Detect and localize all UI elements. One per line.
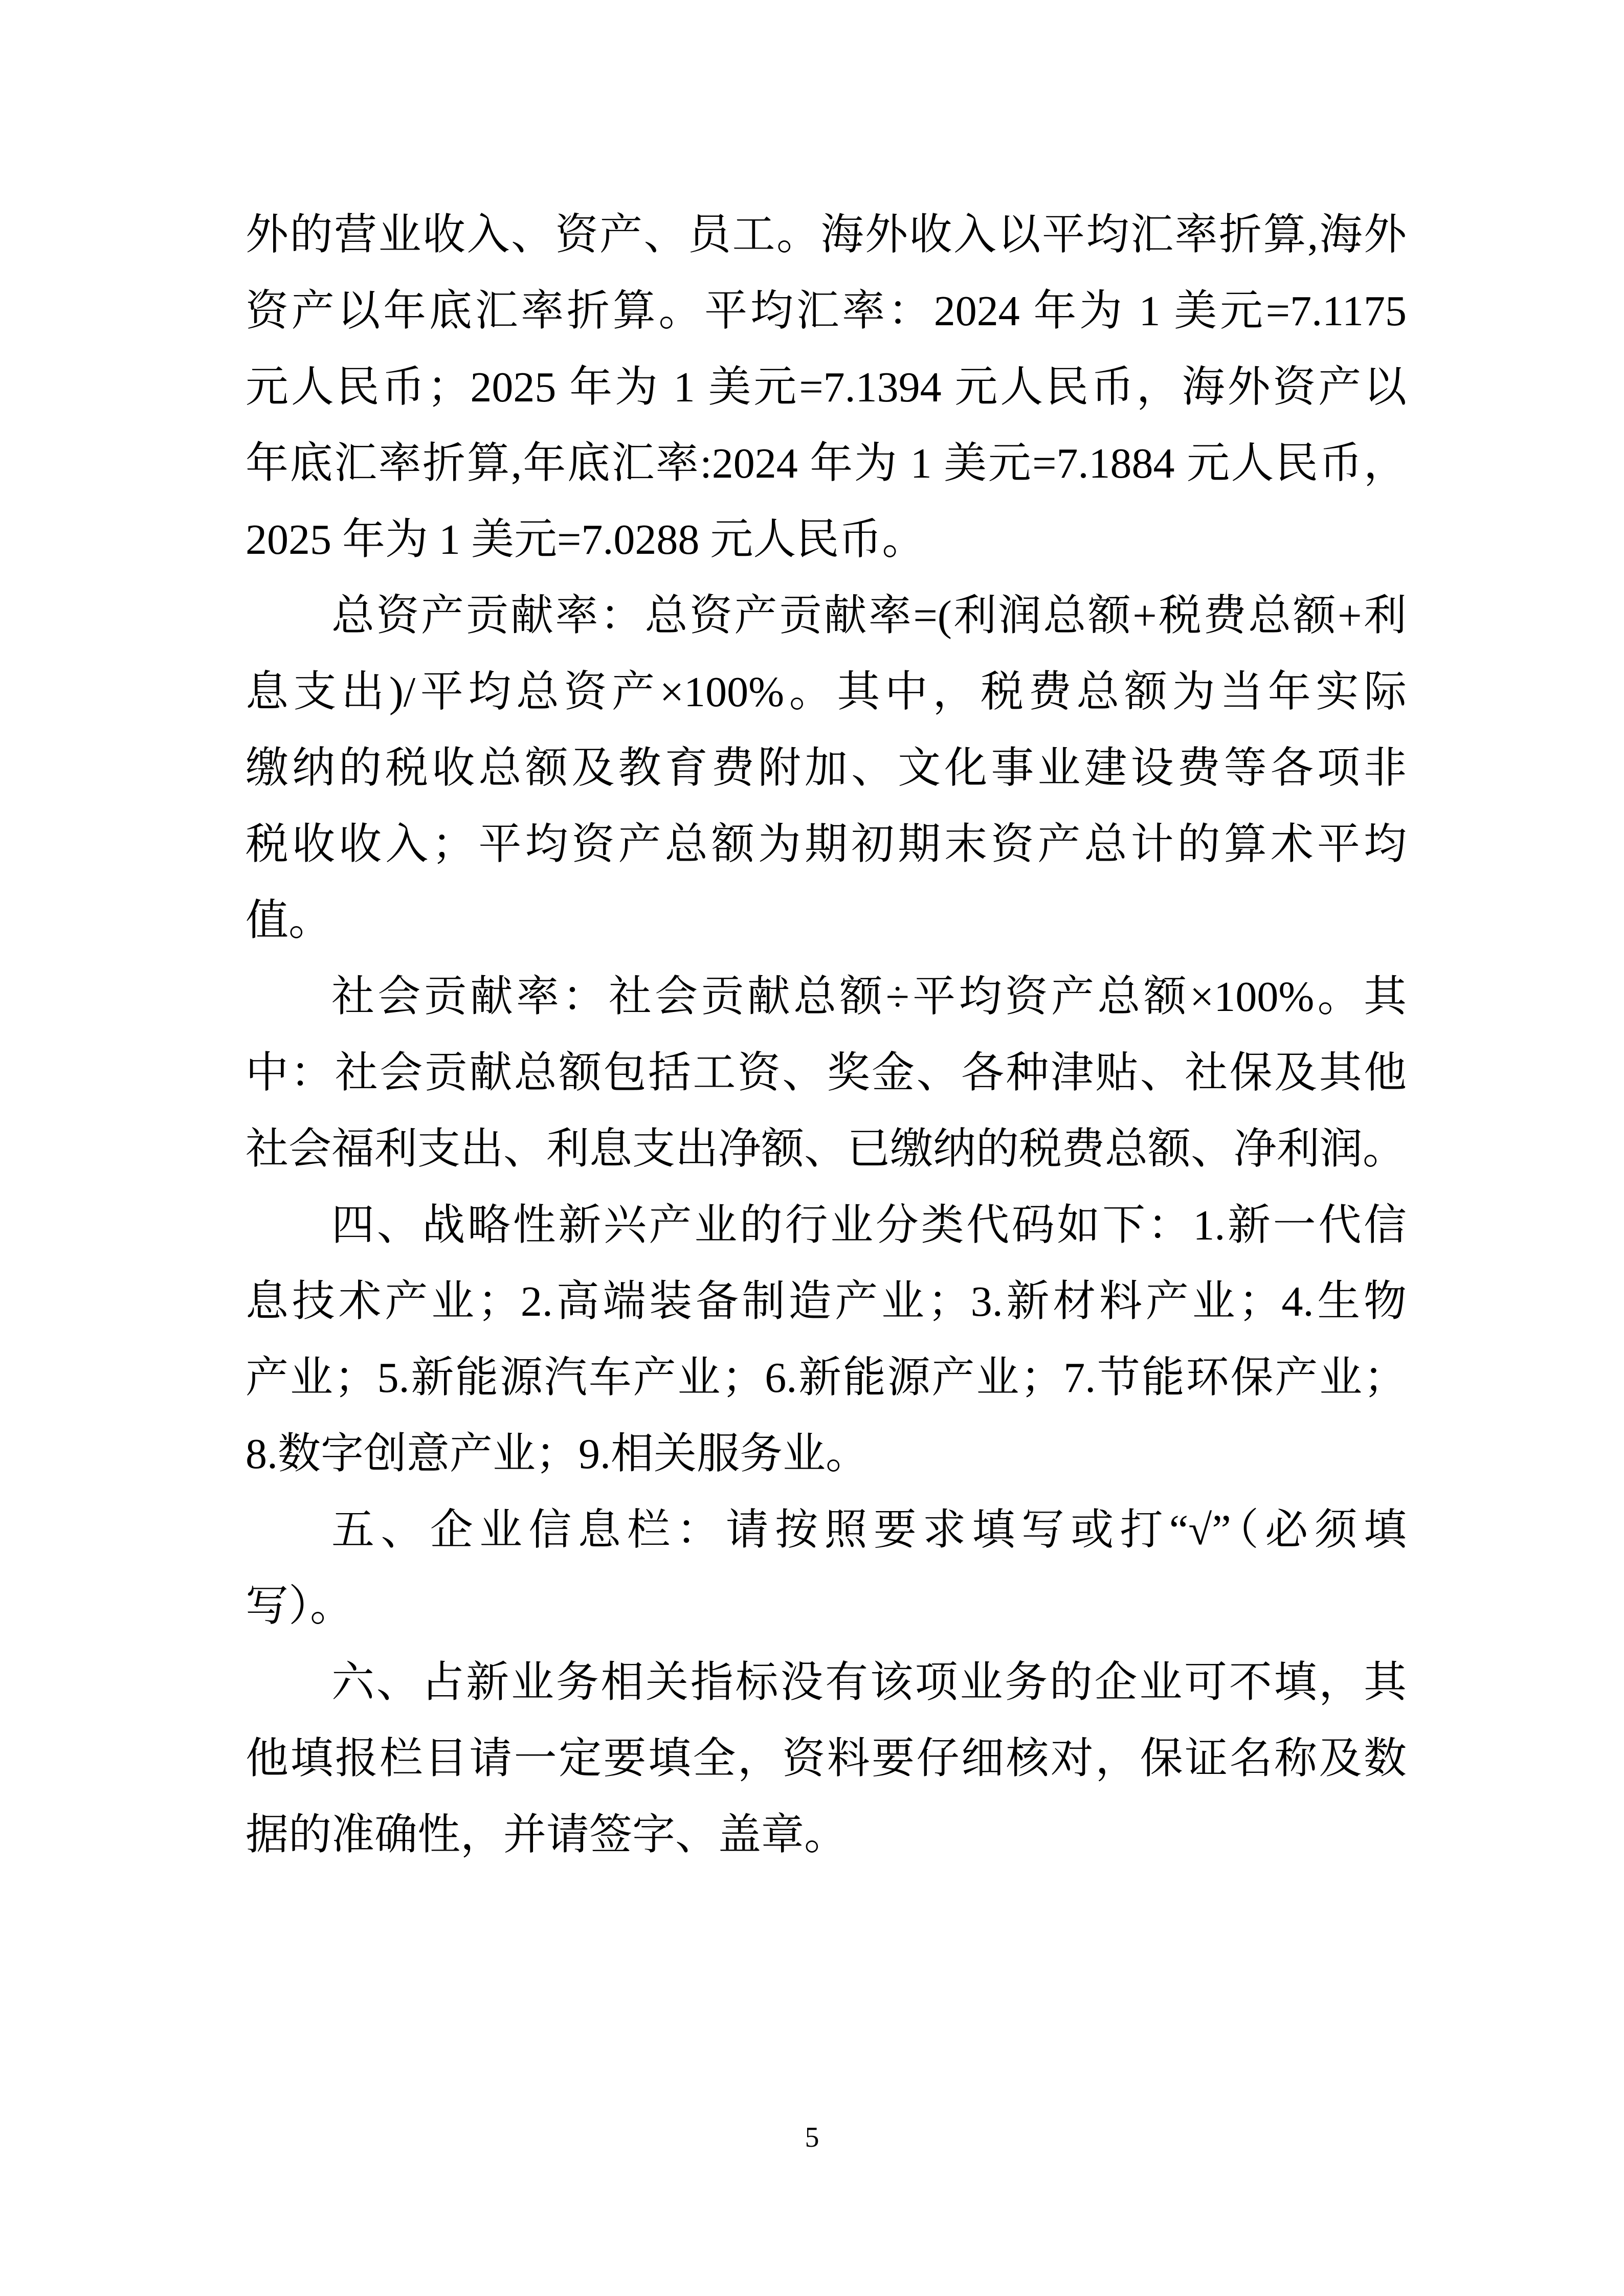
text-line: 五、企业信息栏：请按照要求填写或打“√”（必须填 xyxy=(331,1506,1407,1554)
text-line: 元人民币；2025 年为 1 美元=7.1394 元人民币，海外资产以 xyxy=(246,364,1407,411)
text-line: 年底汇率折算,年底汇率:2024 年为 1 美元=7.1884 元人民币， xyxy=(246,440,1407,487)
text-line: 息技术产业；2.高端装备制造产业；3.新材料产业；4.生物 xyxy=(246,1278,1407,1325)
text-line: 值。 xyxy=(246,897,332,944)
text-line: 税收收入；平均资产总额为期初期末资产总计的算术平均 xyxy=(246,821,1407,868)
text-line: 产业；5.新能源汽车产业；6.新能源产业；7.节能环保产业； xyxy=(246,1354,1407,1402)
text-line: 他填报栏目请一定要填全，资料要仔细核对，保证名称及数 xyxy=(246,1735,1407,1783)
text-line: 缴纳的税收总额及教育费附加、文化事业建设费等各项非 xyxy=(246,745,1407,792)
text-line: 总资产贡献率：总资产贡献率=(利润总额+税费总额+利 xyxy=(331,592,1407,640)
text-line: 外的营业收入、资产、员工。海外收入以平均汇率折算,海外 xyxy=(246,211,1407,259)
text-line: 四、战略性新兴产业的行业分类代码如下：1.新一代信 xyxy=(331,1202,1407,1249)
body-text xyxy=(246,197,1407,1873)
text-line: 息支出)/平均总资产×100%。其中，税费总额为当年实际 xyxy=(246,668,1407,716)
text-line: 社会福利支出、利息支出净额、已缴纳的税费总额、净利润。 xyxy=(246,1126,1406,1173)
text-line: 据的准确性，并请签字、盖章。 xyxy=(246,1811,848,1859)
text-line: 资产以年底汇率折算。平均汇率：2024 年为 1 美元=7.1175 xyxy=(246,287,1407,335)
page-number: 5 xyxy=(805,2122,819,2153)
text-line: 2025 年为 1 美元=7.0288 元人民币。 xyxy=(246,516,925,564)
text-line: 六、占新业务相关指标没有该项业务的企业可不填，其 xyxy=(331,1659,1407,1706)
text-line: 写）。 xyxy=(246,1583,353,1630)
text-line: 社会贡献率：社会贡献总额÷平均资产总额×100%。其 xyxy=(331,973,1407,1021)
text-line: 中：社会贡献总额包括工资、奖金、各种津贴、社保及其他 xyxy=(246,1049,1407,1097)
text-line: 8.数字创意产业；9.相关服务业。 xyxy=(246,1430,869,1478)
